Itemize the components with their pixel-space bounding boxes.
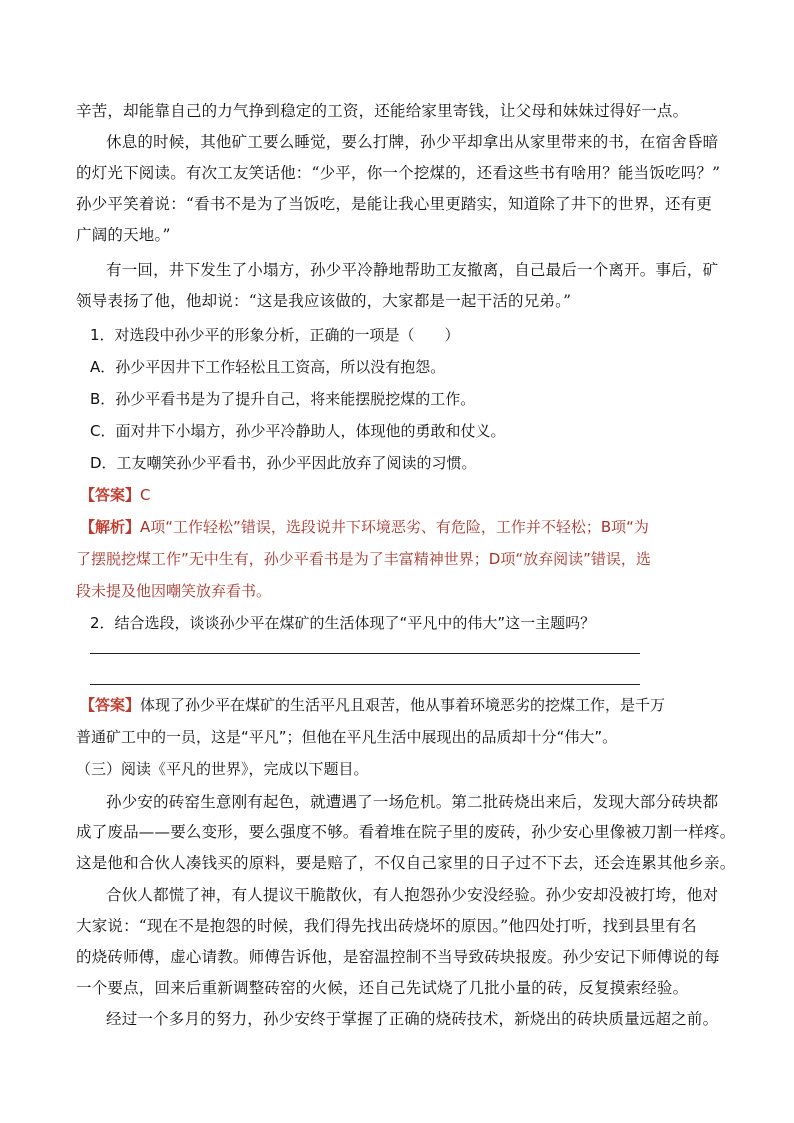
question-1-stem: 1．对选段中孙少平的形象分析，正确的一项是（ ）	[90, 326, 460, 344]
passage-line: 孙少安的砖窑生意刚有起色，就遭遇了一场危机。第二批砖烧出来后，发现大部分砖块都	[106, 793, 719, 811]
analysis-line: 了摆脱挖煤工作”无中生有，孙少平看书是为了丰富精神世界；D项“放弃阅读”错误，选	[76, 550, 651, 568]
answer-2	[80, 694, 665, 716]
answer-rule-line	[90, 653, 640, 654]
option-c: C．面对井下小塌方，孙少平冷静助人，体现他的勇敢和仗义。	[90, 422, 506, 440]
analysis-text: A项“工作轻松”错误，选段说井下环境恶劣、有危险，工作并不轻松；B项“为	[140, 518, 649, 536]
answer-1	[80, 484, 151, 506]
passage-line: 一个要点，回来后重新调整砖窑的火候，还自己先试烧了几批小量的砖，反复摸索经验。	[76, 979, 689, 997]
passage-line: 孙少平笑着说：“看书不是为了当饭吃，是能让我心里更踏实，知道除了井下的世界，还有更	[76, 195, 713, 213]
passage-line: 成了废品——要么变形，要么强度不够。看着堆在院子里的废砖，孙少安心里像被刀割一样疼。	[76, 823, 736, 841]
option-d: D．工友嘲笑孙少平看书，孙少平因此放弃了阅读的习惯。	[90, 454, 477, 472]
passage-line: 辛苦，却能靠自己的力气挣到稳定的工资，还能给家里寄钱，让父母和妹妹过得好一点。	[76, 102, 689, 120]
passage-line: 有一回，井下发生了小塌方，孙少平冷静地帮助工友撤离，自己最后一个离开。事后，矿	[106, 261, 719, 279]
passage-line: 休息的时候，其他矿工要么睡觉，要么打牌，孙少平却拿出从家里带来的书，在宿舍昏暗	[106, 133, 719, 151]
option-a: A．孙少平因井下工作轻松且工资高，所以没有抱怨。	[90, 358, 446, 376]
analysis-line	[80, 516, 649, 538]
answer-tag: 【答案】	[80, 486, 141, 504]
passage-line: 合伙人都慌了神，有人提议干脆散伙，有人抱怨孙少安没经验。孙少安却没被打垮，他对	[106, 886, 719, 904]
section-heading: （三）阅读《平凡的世界》，完成以下题目。	[76, 760, 369, 778]
passage-line: 领导表扬了他，他却说：“这是我应该做的，大家都是一起干活的兄弟。”	[76, 292, 572, 310]
passage-line: 经过一个多月的努力，孙少安终于掌握了正确的烧砖技术，新烧出的砖块质量远超之前。	[106, 1010, 719, 1028]
passage-line: 的烧砖师傅，虚心请教。师傅告诉他，是窑温控制不当导致砖块报废。孙少安记下师傅说的每	[76, 948, 720, 966]
answer-rule-line	[90, 684, 640, 685]
passage-line: 大家说：“现在不是抱怨的时候，我们得先找出砖烧坏的原因。”他四处打听，找到县里有名	[76, 917, 697, 935]
answer-2-line: 普通矿工中的一员，这是“平凡”；但他在平凡生活中展现出的品质却十分“伟大”。	[76, 728, 618, 746]
passage-line: 这是他和合伙人凑钱买的原料，要是赔了，不仅自己家里的日子过不下去，还会连累其他乡亲。	[76, 854, 736, 872]
analysis-line: 段未提及他因嘲笑放弃看书。	[76, 582, 272, 600]
answer-value: C	[140, 486, 151, 504]
passage-line: 的灯光下阅读。有次工友笑话他：“少平，你一个挖煤的，还看这些书有啥用？能当饭吃吗？”	[76, 164, 721, 182]
passage-line: 广阔的天地。”	[76, 226, 171, 244]
answer-tag: 【答案】	[80, 696, 141, 714]
analysis-tag: 【解析】	[80, 518, 141, 536]
option-b: B．孙少平看书是为了提升自己，将来能摆脱挖煤的工作。	[90, 390, 476, 408]
question-2-stem: 2．结合选段，谈谈孙少平在煤矿的生活体现了“平凡中的伟大”这一主题吗？	[90, 614, 596, 632]
answer-text: 体现了孙少平在煤矿的生活平凡且艰苦，他从事着环境恶劣的挖煤工作，是千万	[140, 696, 666, 714]
